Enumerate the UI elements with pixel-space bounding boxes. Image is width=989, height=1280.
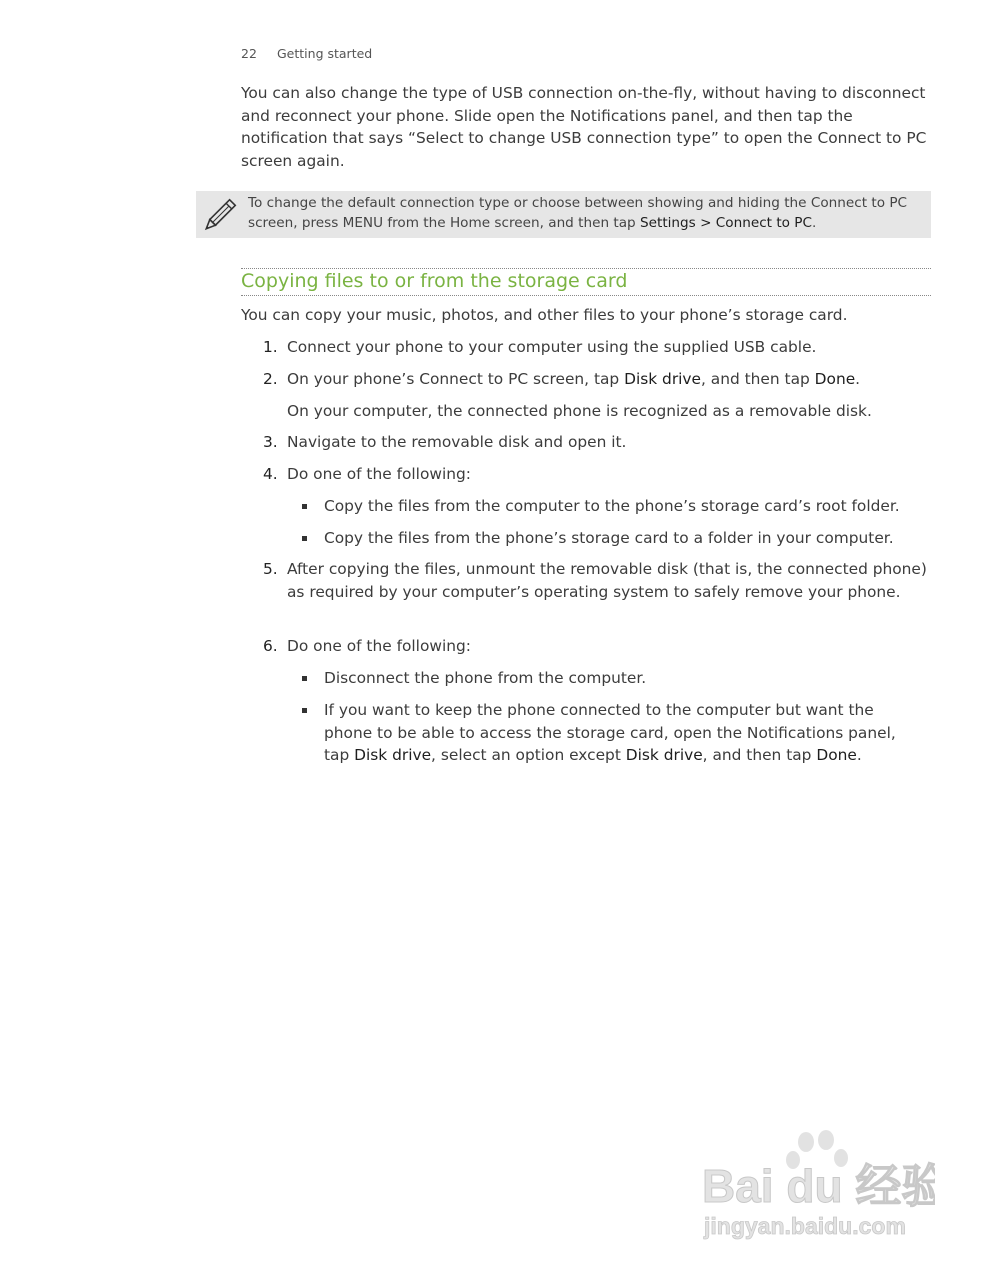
intro-block [241,82,931,172]
disk-drive-keyword: Disk drive [625,746,703,765]
note-box [196,191,931,238]
step-4-bullet-2 [300,527,920,550]
settings-keyword: Settings > Connect to PC [640,214,812,231]
bullet-text: Disconnect the phone from the computer. [324,669,647,687]
step-6 [263,635,931,658]
page-number: 22 [241,46,257,61]
step-number: 5. [263,560,278,578]
step-number: 3. [263,433,278,451]
step-4 [263,463,931,486]
step-text: On your phone’s Connect to PC screen, tap Disk drive, and then tap Done. [287,370,861,388]
watermark [700,1130,935,1245]
section-rule-bottom [241,295,931,296]
step-number: 1. [263,338,278,356]
bullet-marker [302,536,307,541]
step-6-bullet-1 [300,667,920,690]
bullet-text: If you want to keep the phone connected to the computer but want the phone to be able to access the storage card, open the Notifications panel, tap Disk drive, select an option except Disk drive, and then tap Done. [324,701,896,765]
bullet-text: Copy the files from the phone’s storage card to a folder in your computer. [324,529,894,547]
step-number: 6. [263,637,278,655]
step-4-bullet-1 [300,495,920,518]
intro-paragraph: You can also change the type of USB connection on-the-fly, without having to disconnect and reconnect your phone. Slide open the Notifications panel, and then tap the notification that says “Select to change USB connection type” to open the Connect to PC screen again. [241,84,927,170]
section-rule-top [241,268,931,269]
bullet-marker [302,504,307,509]
section-name: Getting started [277,46,373,61]
pencil-icon [199,196,239,240]
page-header [241,46,372,61]
section-intro: You can copy your music, photos, and other files to your phone’s storage card. [241,306,848,324]
disk-drive-keyword: Disk drive [354,746,432,765]
step-6-bullet-2 [300,699,920,767]
step-text: Do one of the following: [287,465,471,483]
step-text: Connect your phone to your computer using the supplied USB cable. [287,338,817,356]
step-2 [263,368,931,422]
watermark-url: jingyan.baidu.com [704,1213,906,1239]
step-number: 2. [263,370,278,388]
step-3 [263,431,931,454]
step-number: 4. [263,465,278,483]
step-1 [263,336,931,359]
bullet-text: Copy the files from the computer to the phone’s storage card’s root folder. [324,497,900,515]
disk-drive-keyword: Disk drive [624,370,701,388]
bullet-marker [302,676,307,681]
watermark-brand: Bai du 经验 [702,1160,935,1212]
bullet-marker [302,708,307,713]
step-5 [263,558,931,603]
step-text: Navigate to the removable disk and open it. [287,433,627,451]
done-keyword: Done [814,370,856,388]
section-title: Copying files to or from the storage card [241,270,628,292]
done-keyword: Done [816,746,857,765]
step-text: After copying the files, unmount the removable disk (that is, the connected phone) as required by your computer’s operating system to safely remove your phone. [287,560,927,601]
note-text: To change the default connection type or choose between showing and hiding the Connect to PC screen, press MENU from the Home screen, and then tap Settings > Connect to PC. [248,195,908,231]
step-text: Do one of the following: [287,637,471,655]
step-subtext: On your computer, the connected phone is recognized as a removable disk. [287,401,872,420]
baidu-paw-icon [700,1130,935,1245]
